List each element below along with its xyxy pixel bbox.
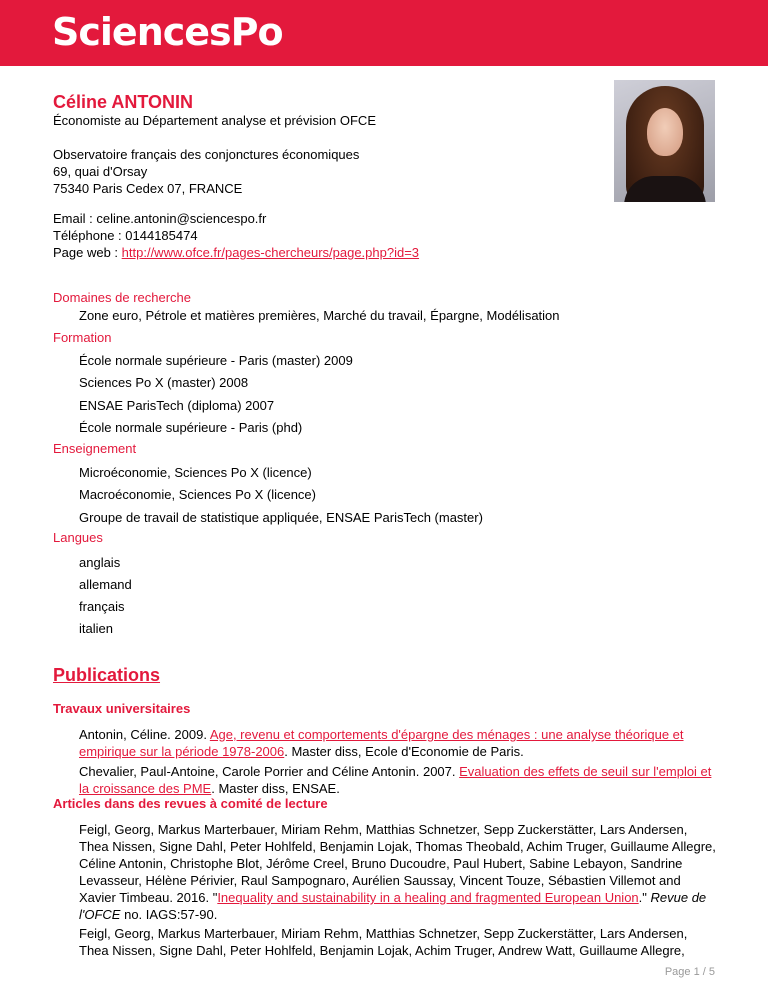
publications-heading: Publications [53,665,161,685]
publication-entry: Chevalier, Paul-Antoine, Carole Porrier and Céline Antonin. 2007. Evaluation des effets de seuil sur l'emploi et la croissance des PME. Master diss, ENSAE. [79,764,712,796]
list-item: anglais [79,555,121,570]
list-item: École normale supérieure - Paris (master) 2009 [79,353,353,368]
publication-entry: Feigl, Georg, Markus Marterbauer, Miriam Rehm, Matthias Schnetzer, Sepp Zuckerstätter, Lars Andersen, Thea Nissen, Signe Dahl, Peter Hohlfeld, Benjamin Lojak, Achim Truger, Andrew Watt, Guillaume Allegre, [79,926,688,958]
phone-value: 0144185474 [125,228,198,243]
list-item: français [79,599,125,614]
page-number: Page 1 / 5 [664,966,715,978]
journal-title: Revue de l'OFCE [79,890,707,922]
subsection-title-travaux: Travaux universitaires [53,701,191,716]
publication-entry: Feigl, Georg, Markus Marterbauer, Miriam Rehm, Matthias Schnetzer, Sepp Zuckerstätter, Lars Andersen, Thea Nissen, Signe Dahl, Peter Hohlfeld, Benjamin Lojak, Thomas Theobald, Achim Truger, Guillaume Allegre, Céline Antonin, Christophe Blot, Jérôme Creel, Bruno Ducoudre, Paul Hubert, Sabine Lebayon, Sandrine Levasseur, Hélène Périvier, Raul Sampognaro, Aurélien Saussay, Vincent Touze, Sébastien Villemot and Xavier Timbeau. 2016. "Inequality and sustainability in a healing and fragmented European Union." Revue de l'OFCE no. IAGS:57-90. [79,822,716,922]
section-title-langues: Langues [53,530,103,545]
phone-line: Téléphone : 0144185474 [53,228,198,243]
web-line: Page web : http://www.ofce.fr/pages-chercheurs/page.php?id=3 [53,245,420,260]
list-item: Macroéconomie, Sciences Po X (licence) [79,487,316,502]
sciencespo-logo: SciencesPo [52,10,283,54]
publication-link[interactable]: Age, revenu et comportements d'épargne des ménages : une analyse théorique et empirique sur la période 1978-2006 [79,727,684,759]
publication-link[interactable]: Inequality and sustainability in a healing and fragmented European Union [217,890,639,905]
org-name: Observatoire français des conjonctures économiques [53,147,360,162]
list-item: italien [79,621,113,636]
list-item: Microéconomie, Sciences Po X (licence) [79,465,312,480]
section-title-enseignement: Enseignement [53,441,137,456]
profile-role: Économiste au Département analyse et prévision OFCE [53,113,376,128]
header-banner [0,0,768,66]
subsection-title-articles: Articles dans des revues à comité de lecture [53,796,328,811]
profile-photo [614,80,715,202]
list-item: allemand [79,577,132,592]
list-item: Sciences Po X (master) 2008 [79,375,249,390]
email-value: celine.antonin@sciencespo.fr [96,211,267,226]
web-link[interactable]: http://www.ofce.fr/pages-chercheurs/page.php?id=3 [121,245,420,260]
list-item: Zone euro, Pétrole et matières premières, Marché du travail, Épargne, Modélisation [79,308,560,323]
publication-link[interactable]: Evaluation des effets de seuil sur l'emploi et la croissance des PME [79,764,712,796]
profile-name: Céline ANTONIN [53,92,194,112]
address-city: 75340 Paris Cedex 07, FRANCE [53,181,243,196]
publication-entry: Antonin, Céline. 2009. Age, revenu et comportements d'épargne des ménages : une analyse théorique et empirique sur la période 1978-2006. Master diss, Ecole d'Economie de Paris. [79,727,684,759]
section-title-formation: Formation [53,330,112,345]
email-line: Email : celine.antonin@sciencespo.fr [53,211,267,226]
address-street: 69, quai d'Orsay [53,164,148,179]
list-item: ENSAE ParisTech (diploma) 2007 [79,398,275,413]
section-title-domaines: Domaines de recherche [53,290,192,305]
list-item: École normale supérieure - Paris (phd) [79,420,303,435]
list-item: Groupe de travail de statistique appliquée, ENSAE ParisTech (master) [79,510,483,525]
